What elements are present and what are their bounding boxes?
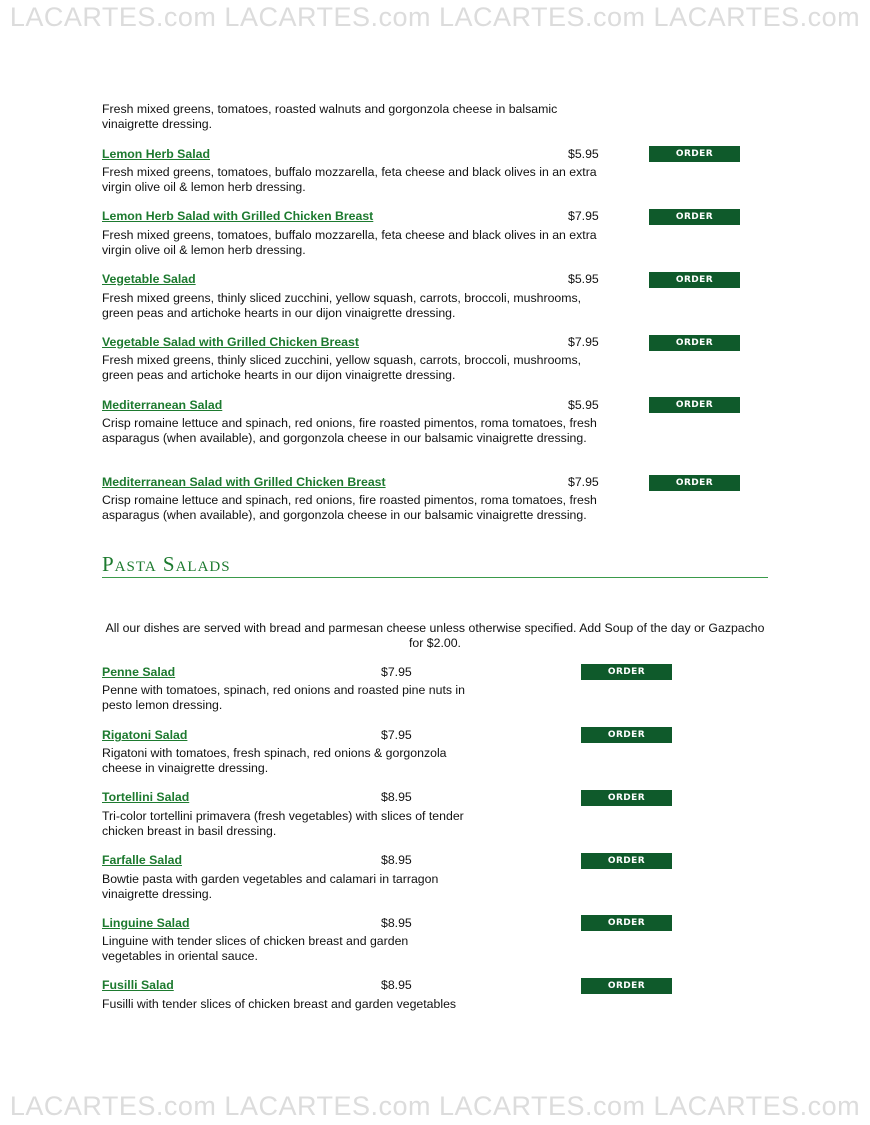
item-name-link[interactable]: Lemon Herb Salad with Grilled Chicken Breast [102,209,374,223]
item-name-link[interactable]: Lemon Herb Salad [102,147,210,161]
order-button[interactable]: ORDER [581,915,672,931]
order-button[interactable]: ORDER [581,978,672,994]
order-button[interactable]: ORDER [581,727,672,743]
item-price: $7.95 [568,475,599,489]
item-description: Bowtie pasta with garden vegetables and calamari in tarragon vinaigrette dressing. [102,872,439,901]
section-divider [102,577,768,578]
item-description: Crisp romaine lettuce and spinach, red onions, fire roasted pimentos, roma tomatoes, fresh asparagus (when available), and gorgonzola cheese in our balsamic vinaigrette dressing. [102,493,597,522]
item-description: Crisp romaine lettuce and spinach, red onions, fire roasted pimentos, roma tomatoes, fresh asparagus (when available), and gorgonzola cheese in our balsamic vinaigrette dressing. [102,416,597,445]
item-name-link[interactable]: Farfalle Salad [102,853,182,867]
item-price: $7.95 [568,335,599,349]
order-button[interactable]: ORDER [581,790,672,806]
item-price: $8.95 [381,790,412,804]
section-note: All our dishes are served with bread and parmesan cheese unless otherwise specified. Add Soup of the day or Gazpacho for $2.00. [105,621,765,650]
item-price: $7.95 [381,665,412,679]
item-price: $5.95 [568,398,599,412]
item-description: Fresh mixed greens, tomatoes, buffalo mozzarella, feta cheese and black olives in an extra virgin olive oil & lemon herb dressing. [102,228,597,257]
item-price: $5.95 [568,272,599,286]
item-name-link[interactable]: Vegetable Salad with Grilled Chicken Breast [102,335,359,349]
intro-description: Fresh mixed greens, tomatoes, roasted walnuts and gorgonzola cheese in balsamic vinaigrette dressing. [102,102,558,131]
item-description: Linguine with tender slices of chicken breast and garden vegetables in oriental sauce. [102,934,409,963]
item-name-link[interactable]: Penne Salad [102,665,176,679]
item-price: $8.95 [381,853,412,867]
order-button[interactable]: ORDER [649,335,740,351]
order-button[interactable]: ORDER [649,209,740,225]
item-price: $5.95 [568,147,599,161]
order-button[interactable]: ORDER [649,272,740,288]
item-price: $8.95 [381,916,412,930]
section-title-pasta-salads: Pasta Salads [102,552,231,576]
item-name-link[interactable]: Fusilli Salad [102,978,174,992]
item-description: Fresh mixed greens, thinly sliced zucchini, yellow squash, carrots, broccoli, mushrooms, green peas and artichoke hearts in our dijon vinaigrette dressing. [102,353,582,382]
item-price: $7.95 [381,728,412,742]
order-button[interactable]: ORDER [649,397,740,413]
item-name-link[interactable]: Mediterranean Salad with Grilled Chicken Breast [102,475,386,489]
item-name-link[interactable]: Tortellini Salad [102,790,190,804]
item-description: Penne with tomatoes, spinach, red onions and roasted pine nuts in pesto lemon dressing. [102,683,465,712]
item-name-link[interactable]: Vegetable Salad [102,272,196,286]
item-description: Tri-color tortellini primavera (fresh vegetables) with slices of tender chicken breast in basil dressing. [102,809,464,838]
item-description: Fresh mixed greens, tomatoes, buffalo mozzarella, feta cheese and black olives in an extra virgin olive oil & lemon herb dressing. [102,165,597,194]
item-name-link[interactable]: Rigatoni Salad [102,728,188,742]
item-price: $7.95 [568,209,599,223]
item-description: Fusilli with tender slices of chicken breast and garden vegetables [102,997,457,1011]
item-price: $8.95 [381,978,412,992]
watermark-bottom: LACARTES.com LACARTES.com LACARTES.com LACARTES.com [9,1091,861,1121]
watermark-top: LACARTES.com LACARTES.com LACARTES.com LACARTES.com [9,2,861,32]
item-name-link[interactable]: Linguine Salad [102,916,190,930]
order-button[interactable]: ORDER [581,853,672,869]
order-button[interactable]: ORDER [581,664,672,680]
item-name-link[interactable]: Mediterranean Salad [102,398,223,412]
item-description: Fresh mixed greens, thinly sliced zucchini, yellow squash, carrots, broccoli, mushrooms, green peas and artichoke hearts in our dijon vinaigrette dressing. [102,291,582,320]
item-description: Rigatoni with tomatoes, fresh spinach, red onions & gorgonzola cheese in vinaigrette dressing. [102,746,447,775]
order-button[interactable]: ORDER [649,146,740,162]
order-button[interactable]: ORDER [649,475,740,491]
